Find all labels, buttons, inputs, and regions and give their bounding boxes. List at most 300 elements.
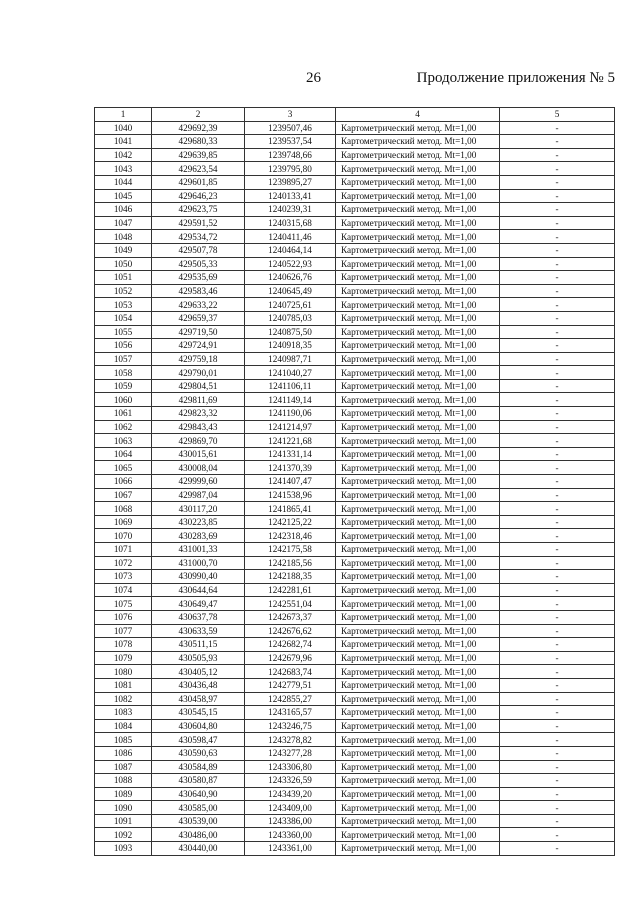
method-cell: Картометрический метод. Mt=1,00 <box>336 665 500 679</box>
error-cell: - <box>500 379 615 393</box>
x-coordinate-cell: 429591,52 <box>152 216 245 230</box>
x-coordinate-cell: 429823,32 <box>152 407 245 421</box>
error-cell: - <box>500 135 615 149</box>
error-cell: - <box>500 570 615 584</box>
point-number-cell: 1084 <box>95 719 152 733</box>
point-number-cell: 1074 <box>95 583 152 597</box>
point-number-cell: 1043 <box>95 162 152 176</box>
y-coordinate-cell: 1240239,31 <box>245 203 336 217</box>
method-cell: Картометрический метод. Mt=1,00 <box>336 203 500 217</box>
x-coordinate-cell: 429623,75 <box>152 203 245 217</box>
x-coordinate-cell: 430015,61 <box>152 447 245 461</box>
error-cell: - <box>500 162 615 176</box>
point-number-cell: 1063 <box>95 434 152 448</box>
method-cell: Картометрический метод. Mt=1,00 <box>336 271 500 285</box>
method-cell: Картометрический метод. Mt=1,00 <box>336 243 500 257</box>
table-row <box>95 216 615 230</box>
method-cell: Картометрический метод. Mt=1,00 <box>336 556 500 570</box>
x-coordinate-cell: 429692,39 <box>152 121 245 135</box>
table-row <box>95 434 615 448</box>
y-coordinate-cell: 1243246,75 <box>245 719 336 733</box>
method-cell: Картометрический метод. Mt=1,00 <box>336 801 500 815</box>
x-coordinate-cell: 429583,46 <box>152 284 245 298</box>
table-row <box>95 502 615 516</box>
point-number-cell: 1081 <box>95 678 152 692</box>
column-header: 3 <box>245 108 336 122</box>
table-row <box>95 651 615 665</box>
error-cell: - <box>500 420 615 434</box>
y-coordinate-cell: 1242318,46 <box>245 529 336 543</box>
error-cell: - <box>500 529 615 543</box>
x-coordinate-cell: 430223,85 <box>152 515 245 529</box>
table-row <box>95 339 615 353</box>
method-cell: Картометрический метод. Mt=1,00 <box>336 678 500 692</box>
column-header: 2 <box>152 108 245 122</box>
error-cell: - <box>500 733 615 747</box>
y-coordinate-cell: 1241214,97 <box>245 420 336 434</box>
x-coordinate-cell: 430436,48 <box>152 678 245 692</box>
error-cell: - <box>500 665 615 679</box>
y-coordinate-cell: 1240645,49 <box>245 284 336 298</box>
x-coordinate-cell: 429507,78 <box>152 243 245 257</box>
method-cell: Картометрический метод. Mt=1,00 <box>336 175 500 189</box>
error-cell: - <box>500 434 615 448</box>
method-cell: Картометрический метод. Mt=1,00 <box>336 311 500 325</box>
point-number-cell: 1076 <box>95 610 152 624</box>
x-coordinate-cell: 430640,90 <box>152 787 245 801</box>
table-header-row <box>95 108 615 122</box>
table-row <box>95 760 615 774</box>
error-cell: - <box>500 216 615 230</box>
method-cell: Картометрический метод. Mt=1,00 <box>336 379 500 393</box>
method-cell: Картометрический метод. Mt=1,00 <box>336 325 500 339</box>
point-number-cell: 1060 <box>95 393 152 407</box>
x-coordinate-cell: 430584,89 <box>152 760 245 774</box>
table-row <box>95 787 615 801</box>
error-cell: - <box>500 638 615 652</box>
method-cell: Картометрический метод. Mt=1,00 <box>336 760 500 774</box>
x-coordinate-cell: 429659,37 <box>152 311 245 325</box>
y-coordinate-cell: 1242676,62 <box>245 624 336 638</box>
table-row <box>95 461 615 475</box>
x-coordinate-cell: 429804,51 <box>152 379 245 393</box>
method-cell: Картометрический метод. Mt=1,00 <box>336 651 500 665</box>
point-number-cell: 1040 <box>95 121 152 135</box>
table-row <box>95 189 615 203</box>
error-cell: - <box>500 311 615 325</box>
x-coordinate-cell: 429724,91 <box>152 339 245 353</box>
table-row <box>95 121 615 135</box>
point-number-cell: 1067 <box>95 488 152 502</box>
x-coordinate-cell: 430644,64 <box>152 583 245 597</box>
error-cell: - <box>500 787 615 801</box>
point-number-cell: 1087 <box>95 760 152 774</box>
y-coordinate-cell: 1239895,27 <box>245 175 336 189</box>
error-cell: - <box>500 543 615 557</box>
table-row <box>95 706 615 720</box>
error-cell: - <box>500 475 615 489</box>
x-coordinate-cell: 429719,50 <box>152 325 245 339</box>
x-coordinate-cell: 429680,33 <box>152 135 245 149</box>
method-cell: Картометрический метод. Mt=1,00 <box>336 597 500 611</box>
method-cell: Картометрический метод. Mt=1,00 <box>336 475 500 489</box>
y-coordinate-cell: 1242175,58 <box>245 543 336 557</box>
x-coordinate-cell: 430539,00 <box>152 814 245 828</box>
method-cell: Картометрический метод. Mt=1,00 <box>336 828 500 842</box>
error-cell: - <box>500 651 615 665</box>
method-cell: Картометрический метод. Mt=1,00 <box>336 543 500 557</box>
point-number-cell: 1042 <box>95 148 152 162</box>
y-coordinate-cell: 1241221,68 <box>245 434 336 448</box>
table-row <box>95 298 615 312</box>
column-header: 5 <box>500 108 615 122</box>
error-cell: - <box>500 325 615 339</box>
x-coordinate-cell: 429999,60 <box>152 475 245 489</box>
table-row <box>95 243 615 257</box>
y-coordinate-cell: 1241149,14 <box>245 393 336 407</box>
method-cell: Картометрический метод. Mt=1,00 <box>336 298 500 312</box>
point-number-cell: 1058 <box>95 366 152 380</box>
y-coordinate-cell: 1243360,00 <box>245 828 336 842</box>
error-cell: - <box>500 828 615 842</box>
point-number-cell: 1050 <box>95 257 152 271</box>
table-row <box>95 515 615 529</box>
error-cell: - <box>500 842 615 856</box>
y-coordinate-cell: 1239537,54 <box>245 135 336 149</box>
y-coordinate-cell: 1240464,14 <box>245 243 336 257</box>
method-cell: Картометрический метод. Mt=1,00 <box>336 733 500 747</box>
error-cell: - <box>500 121 615 135</box>
error-cell: - <box>500 774 615 788</box>
method-cell: Картометрический метод. Mt=1,00 <box>336 515 500 529</box>
point-number-cell: 1068 <box>95 502 152 516</box>
x-coordinate-cell: 430649,47 <box>152 597 245 611</box>
y-coordinate-cell: 1242683,74 <box>245 665 336 679</box>
y-coordinate-cell: 1240918,35 <box>245 339 336 353</box>
error-cell: - <box>500 814 615 828</box>
point-number-cell: 1090 <box>95 801 152 815</box>
point-number-cell: 1059 <box>95 379 152 393</box>
y-coordinate-cell: 1243439,20 <box>245 787 336 801</box>
point-number-cell: 1054 <box>95 311 152 325</box>
point-number-cell: 1091 <box>95 814 152 828</box>
method-cell: Картометрический метод. Mt=1,00 <box>336 420 500 434</box>
table-row <box>95 746 615 760</box>
x-coordinate-cell: 429869,70 <box>152 434 245 448</box>
table-row <box>95 420 615 434</box>
method-cell: Картометрический метод. Mt=1,00 <box>336 461 500 475</box>
y-coordinate-cell: 1242855,27 <box>245 692 336 706</box>
table-row <box>95 556 615 570</box>
y-coordinate-cell: 1241331,14 <box>245 447 336 461</box>
point-number-cell: 1071 <box>95 543 152 557</box>
x-coordinate-cell: 430458,97 <box>152 692 245 706</box>
point-number-cell: 1064 <box>95 447 152 461</box>
table-row <box>95 257 615 271</box>
error-cell: - <box>500 447 615 461</box>
y-coordinate-cell: 1242188,35 <box>245 570 336 584</box>
point-number-cell: 1061 <box>95 407 152 421</box>
y-coordinate-cell: 1240725,61 <box>245 298 336 312</box>
method-cell: Картометрический метод. Mt=1,00 <box>336 352 500 366</box>
table-row <box>95 583 615 597</box>
method-cell: Картометрический метод. Mt=1,00 <box>336 121 500 135</box>
error-cell: - <box>500 801 615 815</box>
point-number-cell: 1053 <box>95 298 152 312</box>
x-coordinate-cell: 430440,00 <box>152 842 245 856</box>
method-cell: Картометрический метод. Mt=1,00 <box>336 529 500 543</box>
table-row <box>95 162 615 176</box>
method-cell: Картометрический метод. Mt=1,00 <box>336 719 500 733</box>
table-row <box>95 148 615 162</box>
point-number-cell: 1057 <box>95 352 152 366</box>
point-number-cell: 1079 <box>95 651 152 665</box>
x-coordinate-cell: 430637,78 <box>152 610 245 624</box>
y-coordinate-cell: 1240987,71 <box>245 352 336 366</box>
x-coordinate-cell: 430580,87 <box>152 774 245 788</box>
error-cell: - <box>500 298 615 312</box>
table-row <box>95 638 615 652</box>
point-number-cell: 1085 <box>95 733 152 747</box>
table-row <box>95 828 615 842</box>
table-row <box>95 570 615 584</box>
method-cell: Картометрический метод. Mt=1,00 <box>336 135 500 149</box>
point-number-cell: 1045 <box>95 189 152 203</box>
table-row <box>95 352 615 366</box>
point-number-cell: 1072 <box>95 556 152 570</box>
error-cell: - <box>500 692 615 706</box>
method-cell: Картометрический метод. Mt=1,00 <box>336 393 500 407</box>
table-row <box>95 842 615 856</box>
y-coordinate-cell: 1242679,96 <box>245 651 336 665</box>
point-number-cell: 1046 <box>95 203 152 217</box>
error-cell: - <box>500 597 615 611</box>
x-coordinate-cell: 429759,18 <box>152 352 245 366</box>
x-coordinate-cell: 429534,72 <box>152 230 245 244</box>
point-number-cell: 1056 <box>95 339 152 353</box>
x-coordinate-cell: 429790,01 <box>152 366 245 380</box>
table-row <box>95 678 615 692</box>
method-cell: Картометрический метод. Mt=1,00 <box>336 257 500 271</box>
x-coordinate-cell: 429639,85 <box>152 148 245 162</box>
table-row <box>95 733 615 747</box>
table-row <box>95 311 615 325</box>
y-coordinate-cell: 1243278,82 <box>245 733 336 747</box>
x-coordinate-cell: 429633,22 <box>152 298 245 312</box>
error-cell: - <box>500 583 615 597</box>
y-coordinate-cell: 1241370,39 <box>245 461 336 475</box>
point-number-cell: 1052 <box>95 284 152 298</box>
point-number-cell: 1044 <box>95 175 152 189</box>
y-coordinate-cell: 1243165,57 <box>245 706 336 720</box>
table-row <box>95 175 615 189</box>
method-cell: Картометрический метод. Mt=1,00 <box>336 189 500 203</box>
error-cell: - <box>500 393 615 407</box>
error-cell: - <box>500 339 615 353</box>
method-cell: Картометрический метод. Mt=1,00 <box>336 366 500 380</box>
error-cell: - <box>500 189 615 203</box>
point-number-cell: 1080 <box>95 665 152 679</box>
y-coordinate-cell: 1240626,76 <box>245 271 336 285</box>
error-cell: - <box>500 175 615 189</box>
y-coordinate-cell: 1240133,41 <box>245 189 336 203</box>
table-row <box>95 665 615 679</box>
table-row <box>95 719 615 733</box>
table-row <box>95 271 615 285</box>
point-number-cell: 1049 <box>95 243 152 257</box>
x-coordinate-cell: 430604,80 <box>152 719 245 733</box>
error-cell: - <box>500 284 615 298</box>
table-row <box>95 774 615 788</box>
x-coordinate-cell: 431001,33 <box>152 543 245 557</box>
x-coordinate-cell: 430283,69 <box>152 529 245 543</box>
y-coordinate-cell: 1243326,59 <box>245 774 336 788</box>
y-coordinate-cell: 1243306,80 <box>245 760 336 774</box>
y-coordinate-cell: 1242551,04 <box>245 597 336 611</box>
error-cell: - <box>500 515 615 529</box>
error-cell: - <box>500 352 615 366</box>
point-number-cell: 1048 <box>95 230 152 244</box>
page-heading: Продолжение приложения № 5 <box>416 70 615 86</box>
error-cell: - <box>500 488 615 502</box>
y-coordinate-cell: 1242281,61 <box>245 583 336 597</box>
error-cell: - <box>500 271 615 285</box>
table-row <box>95 610 615 624</box>
y-coordinate-cell: 1243277,28 <box>245 746 336 760</box>
table-row <box>95 597 615 611</box>
x-coordinate-cell: 430511,15 <box>152 638 245 652</box>
method-cell: Картометрический метод. Mt=1,00 <box>336 339 500 353</box>
x-coordinate-cell: 429623,54 <box>152 162 245 176</box>
column-header: 1 <box>95 108 152 122</box>
y-coordinate-cell: 1240875,50 <box>245 325 336 339</box>
error-cell: - <box>500 746 615 760</box>
method-cell: Картометрический метод. Mt=1,00 <box>336 774 500 788</box>
method-cell: Картометрический метод. Mt=1,00 <box>336 216 500 230</box>
y-coordinate-cell: 1243409,00 <box>245 801 336 815</box>
table-row <box>95 135 615 149</box>
method-cell: Картометрический метод. Mt=1,00 <box>336 842 500 856</box>
y-coordinate-cell: 1243386,00 <box>245 814 336 828</box>
method-cell: Картометрический метод. Mt=1,00 <box>336 706 500 720</box>
table-row <box>95 543 615 557</box>
point-number-cell: 1055 <box>95 325 152 339</box>
point-number-cell: 1077 <box>95 624 152 638</box>
y-coordinate-cell: 1239507,46 <box>245 121 336 135</box>
table-row <box>95 284 615 298</box>
x-coordinate-cell: 430590,63 <box>152 746 245 760</box>
point-number-cell: 1088 <box>95 774 152 788</box>
error-cell: - <box>500 502 615 516</box>
point-number-cell: 1062 <box>95 420 152 434</box>
y-coordinate-cell: 1239795,80 <box>245 162 336 176</box>
method-cell: Картометрический метод. Mt=1,00 <box>336 447 500 461</box>
table-row <box>95 447 615 461</box>
point-number-cell: 1083 <box>95 706 152 720</box>
x-coordinate-cell: 430505,93 <box>152 651 245 665</box>
error-cell: - <box>500 257 615 271</box>
method-cell: Картометрический метод. Mt=1,00 <box>336 814 500 828</box>
method-cell: Картометрический метод. Mt=1,00 <box>336 162 500 176</box>
table-row <box>95 692 615 706</box>
x-coordinate-cell: 430633,59 <box>152 624 245 638</box>
method-cell: Картометрический метод. Mt=1,00 <box>336 746 500 760</box>
y-coordinate-cell: 1242673,37 <box>245 610 336 624</box>
y-coordinate-cell: 1240315,68 <box>245 216 336 230</box>
point-number-cell: 1065 <box>95 461 152 475</box>
table-body <box>95 121 615 855</box>
x-coordinate-cell: 430117,20 <box>152 502 245 516</box>
x-coordinate-cell: 431000,70 <box>152 556 245 570</box>
x-coordinate-cell: 429987,04 <box>152 488 245 502</box>
x-coordinate-cell: 430598,47 <box>152 733 245 747</box>
method-cell: Картометрический метод. Mt=1,00 <box>336 434 500 448</box>
x-coordinate-cell: 429535,69 <box>152 271 245 285</box>
point-number-cell: 1082 <box>95 692 152 706</box>
x-coordinate-cell: 429601,85 <box>152 175 245 189</box>
x-coordinate-cell: 430008,04 <box>152 461 245 475</box>
method-cell: Картометрический метод. Mt=1,00 <box>336 230 500 244</box>
error-cell: - <box>500 719 615 733</box>
point-number-cell: 1073 <box>95 570 152 584</box>
y-coordinate-cell: 1241865,41 <box>245 502 336 516</box>
y-coordinate-cell: 1241106,11 <box>245 379 336 393</box>
method-cell: Картометрический метод. Mt=1,00 <box>336 570 500 584</box>
table-row <box>95 475 615 489</box>
error-cell: - <box>500 407 615 421</box>
error-cell: - <box>500 706 615 720</box>
point-number-cell: 1093 <box>95 842 152 856</box>
x-coordinate-cell: 430486,00 <box>152 828 245 842</box>
y-coordinate-cell: 1241190,06 <box>245 407 336 421</box>
table-row <box>95 529 615 543</box>
method-cell: Картометрический метод. Mt=1,00 <box>336 284 500 298</box>
table-row <box>95 801 615 815</box>
point-number-cell: 1089 <box>95 787 152 801</box>
y-coordinate-cell: 1240785,03 <box>245 311 336 325</box>
method-cell: Картометрический метод. Mt=1,00 <box>336 610 500 624</box>
y-coordinate-cell: 1242125,22 <box>245 515 336 529</box>
error-cell: - <box>500 148 615 162</box>
x-coordinate-cell: 430990,40 <box>152 570 245 584</box>
y-coordinate-cell: 1241407,47 <box>245 475 336 489</box>
point-number-cell: 1047 <box>95 216 152 230</box>
x-coordinate-cell: 430405,12 <box>152 665 245 679</box>
point-number-cell: 1092 <box>95 828 152 842</box>
y-coordinate-cell: 1239748,66 <box>245 148 336 162</box>
y-coordinate-cell: 1241040,27 <box>245 366 336 380</box>
method-cell: Картометрический метод. Mt=1,00 <box>336 638 500 652</box>
error-cell: - <box>500 461 615 475</box>
x-coordinate-cell: 429505,33 <box>152 257 245 271</box>
x-coordinate-cell: 429811,69 <box>152 393 245 407</box>
y-coordinate-cell: 1240522,93 <box>245 257 336 271</box>
method-cell: Картометрический метод. Mt=1,00 <box>336 502 500 516</box>
point-number-cell: 1086 <box>95 746 152 760</box>
table-row <box>95 488 615 502</box>
table-row <box>95 230 615 244</box>
error-cell: - <box>500 230 615 244</box>
table-row <box>95 379 615 393</box>
column-header: 4 <box>336 108 500 122</box>
error-cell: - <box>500 678 615 692</box>
page-number: 26 <box>306 70 321 86</box>
method-cell: Картометрический метод. Mt=1,00 <box>336 407 500 421</box>
x-coordinate-cell: 430545,15 <box>152 706 245 720</box>
y-coordinate-cell: 1241538,96 <box>245 488 336 502</box>
table-row <box>95 814 615 828</box>
method-cell: Картометрический метод. Mt=1,00 <box>336 624 500 638</box>
